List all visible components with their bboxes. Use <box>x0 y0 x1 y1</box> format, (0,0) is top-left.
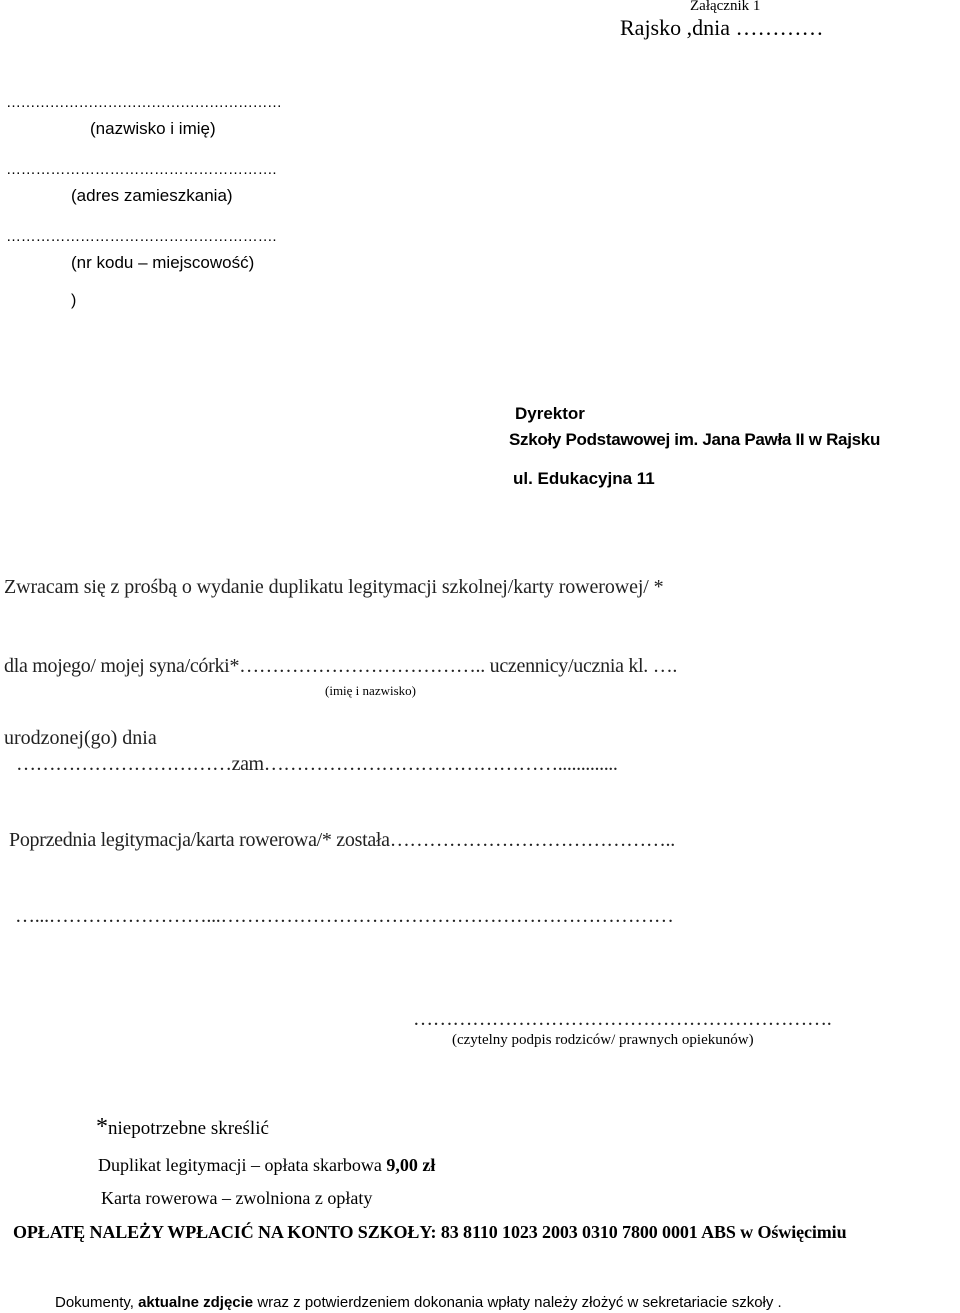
request-text: Zwracam się z prośbą o wydanie duplikatu legitymacji szkolnej/karty rowerowej/ * <box>4 576 664 598</box>
stray-parenthesis: ) <box>71 292 77 309</box>
signature-label: (czytelny podpis rodziców/ prawnych opiekunów) <box>452 1032 754 1048</box>
recipient-street: ul. Edukacyjna 11 <box>513 469 655 488</box>
recipient-title: Dyrektor <box>515 404 585 423</box>
attachment-label: Załącznik 1 <box>690 0 761 14</box>
sender-name-line: ………………………………………………… <box>6 94 282 111</box>
dotted-line: …...……………………...…………………………………………………………… <box>15 905 674 927</box>
account-number: OPŁATĘ NALEŻY WPŁACIĆ NA KONTO SZKOŁY: 83 8110 1023 2003 0310 7800 0001 ABS w Oświęcimiu <box>13 1222 847 1242</box>
footer-note <box>55 1294 782 1311</box>
sender-address-label: (adres zamieszkania) <box>71 186 233 205</box>
born-residence-line: ……………………………zam………………………………………............. <box>16 753 618 775</box>
recipient-school: Szkoły Podstawowej im. Jana Pawła II w Rajsku <box>509 430 881 449</box>
sender-name-label: (nazwisko i imię) <box>90 119 216 138</box>
duplicate-fee-text: Duplikat legitymacji – opłata skarbowa <box>98 1155 387 1175</box>
bike-card-fee: Karta rowerowa – zwolniona z opłaty <box>101 1188 373 1208</box>
footer-text-bold: aktualne zdjęcie <box>138 1294 254 1311</box>
previous-card-line: Poprzednia legitymacja/karta rowerowa/* została…………………………………….. <box>9 829 675 851</box>
duplicate-fee <box>98 1155 435 1176</box>
child-name-hint: (imię i nazwisko) <box>325 683 416 698</box>
strike-note-text: niepotrzebne skreślić <box>108 1118 269 1139</box>
duplicate-fee-amount: 9,00 zł <box>386 1155 436 1175</box>
place-date: Rajsko ,dnia ………… <box>620 15 824 40</box>
sender-address-line: ………………………………………………. <box>6 161 277 178</box>
sender-postcode-line: ………………………………………………. <box>6 228 277 245</box>
asterisk: * <box>96 1114 108 1140</box>
footer-text-after: wraz z potwierdzeniem dokonania wpłaty należy złożyć w sekretariacie szkoły . <box>253 1294 782 1311</box>
footer-text-before: Dokumenty, <box>55 1294 139 1311</box>
sender-postcode-label: (nr kodu – miejscowość) <box>71 253 255 272</box>
child-line: dla mojego/ mojej syna/córki*……………………………….. uczennicy/ucznia kl. …. <box>4 655 678 677</box>
born-label: urodzonej(go) dnia <box>4 727 157 749</box>
strike-note <box>96 1114 269 1141</box>
signature-line: ………………………………………………………. <box>413 1008 832 1030</box>
